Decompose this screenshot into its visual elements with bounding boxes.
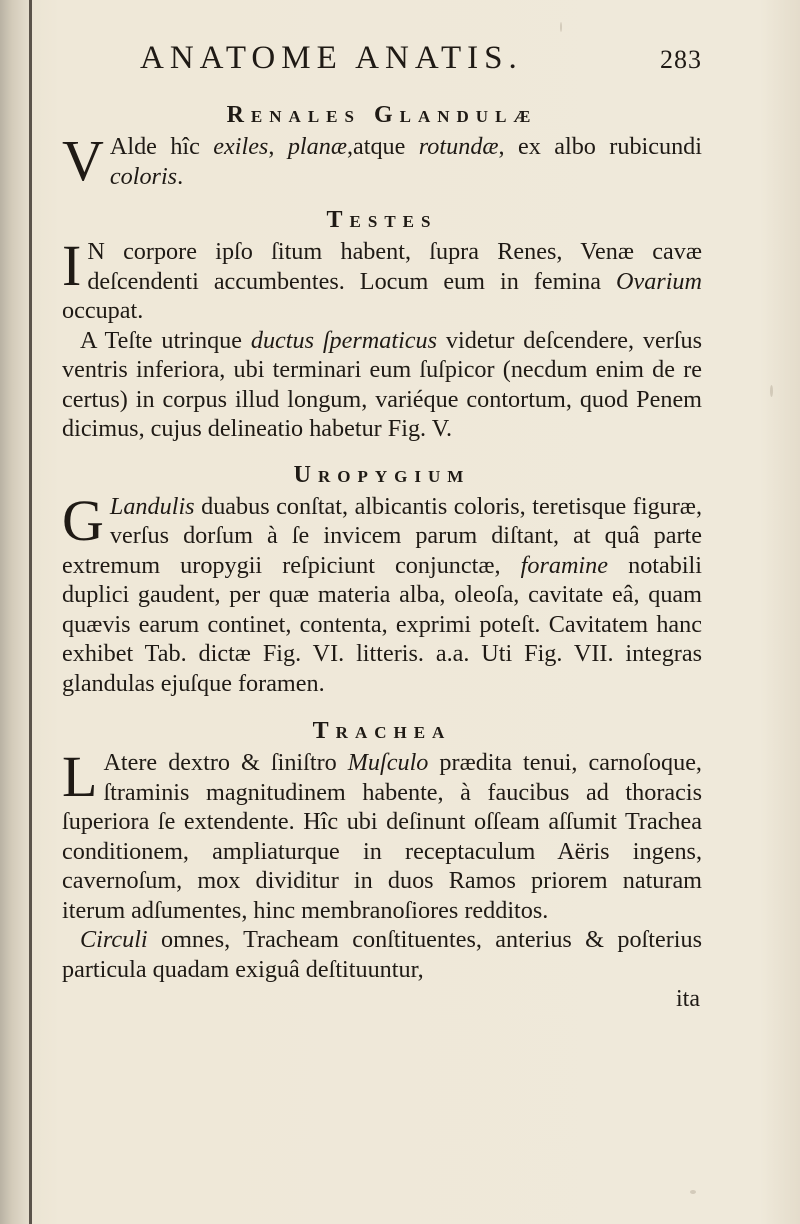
paper-speck [560, 22, 562, 32]
paragraph-text: Atere dextro & ſiniſtro Muſculo prædita tenui, carnoſoque, ſtraminis magnitudinem habente, à faucibus ad thoracis ſuperiora ſe extendente. Hîc ubi deſinunt oſſeam aſſumit Trachea conditionem, ampliaturque in receptaculum Aëris ingens, cavernoſum, mox dividitur in duos Ramos priorem naturam iterum adſumentes, hinc membranoſiores redditos. [62, 749, 702, 924]
paragraph [62, 925, 702, 984]
section-heading: Testes [326, 207, 438, 233]
paper-speck [770, 385, 773, 397]
section-heading: Trachea [312, 718, 452, 744]
binding-gutter [0, 0, 30, 1224]
text-block [62, 40, 702, 1013]
binding-edge [29, 0, 32, 1224]
paragraph-text: Alde hîc exiles, planæ,atque rotundæ, ex albo rubicundi coloris. [109, 133, 702, 190]
catchword: ita [676, 986, 700, 1012]
drop-cap: G [62, 487, 104, 553]
page-number: 283 [660, 45, 702, 74]
drop-cap: L [62, 744, 98, 809]
section-heading: Uropygium [293, 461, 471, 488]
paragraph [62, 233, 702, 326]
running-title: ANATOME ANATIS. [140, 40, 523, 76]
paragraph-text: N corpore ipſo ſitum habent, ſupra Renes, Venæ cavæ deſcendenti accumbentes. Locum eum in femina Ovarium occupat. [62, 238, 702, 324]
paper-speck [690, 1190, 696, 1194]
paragraph-text: Landulis duabus conſtat, albicantis coloris, teretisque figuræ, verſus dorſum à ſe invicem parum diſtant, at quâ parte extremum uropygii reſpiciunt conjunctæ, foramine notabili duplici gaudent, per quæ materia alba, oleoſa, cavitate eâ, quam quævis earum continet, contenta, exprimi poteſt. Cavitatem hanc exhibet Tab. dictæ Fig. VI. litteris. a.a. Uti Fig. VII. integras glandulas ejuſque foramen. [62, 492, 702, 697]
paragraph-text: Circuli omnes, Tracheam conſtituentes, anterius & poſterius particula quadam exiguâ deſtituuntur, [62, 926, 702, 983]
paragraph [62, 744, 702, 925]
section-heading: Renales Glandulæ [226, 102, 538, 128]
drop-cap: V [62, 128, 104, 193]
drop-cap: I [62, 233, 82, 298]
paragraph-text: A Teſte utrinque ductus ſpermaticus videtur deſcendere, verſus ventris inferiora, ubi terminari eum ſuſpicor (necdum enim de re certus) in corpus illud longum, variéque contortum, quod Penem dicimus, cujus delineatio habetur Fig. V. [62, 326, 703, 442]
paragraph [62, 326, 702, 444]
paragraph [62, 128, 702, 193]
running-head [140, 40, 702, 90]
paragraph [62, 487, 702, 699]
